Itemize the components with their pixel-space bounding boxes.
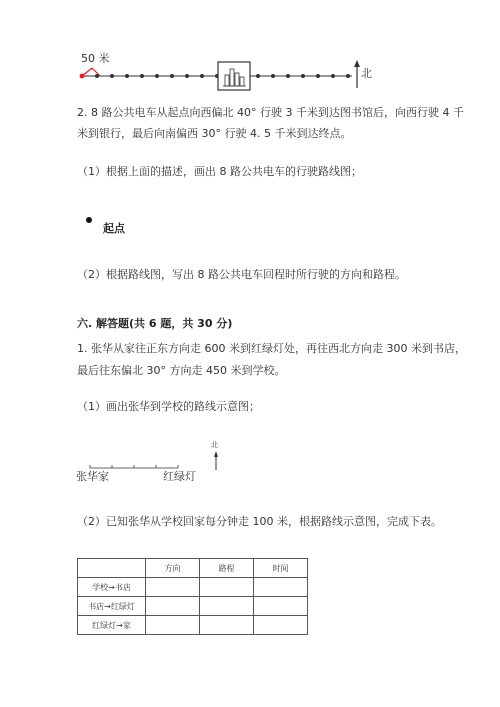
route-dot xyxy=(346,74,350,78)
route-dot xyxy=(95,74,99,78)
table-cell[interactable] xyxy=(146,578,200,597)
home-label: 张华家 xyxy=(76,470,109,483)
route-dot xyxy=(125,74,129,78)
table-row xyxy=(78,578,308,597)
route-dot xyxy=(140,74,144,78)
route-dot xyxy=(110,74,114,78)
route-dot xyxy=(185,74,189,78)
route-dot xyxy=(316,74,320,78)
table-header-row xyxy=(78,559,308,578)
q2-sub1: （1）根据上面的描述，画出 8 路公共电车的行驶路线图； xyxy=(77,165,362,178)
table-cell[interactable] xyxy=(146,597,200,616)
table-row xyxy=(78,616,308,635)
table-header: 路程 xyxy=(200,559,254,578)
q2-text-line1: 2. 8 路公共电车从起点向西偏北 40° 行驶 3 千米到达图书馆后，向西行驶 4 千 xyxy=(77,106,464,119)
table-cell[interactable] xyxy=(200,616,254,635)
route-dot xyxy=(80,74,85,79)
row-label: 学校→书店 xyxy=(78,578,146,597)
route-dot xyxy=(200,74,204,78)
route-dot xyxy=(286,74,290,78)
route-dot xyxy=(170,74,174,78)
table-cell[interactable] xyxy=(200,578,254,597)
q2-text-line2: 米到银行，最后向南偏西 30° 行驶 4. 5 千米到达终点。 xyxy=(77,127,352,140)
table-cell[interactable] xyxy=(254,597,308,616)
answer-table xyxy=(77,558,308,635)
table-cell xyxy=(78,559,146,578)
route-dot xyxy=(331,74,335,78)
table-header: 时间 xyxy=(254,559,308,578)
start-point-dot xyxy=(86,217,92,223)
north-arrow-head xyxy=(214,451,218,457)
start-label: 起点 xyxy=(103,222,125,235)
route-scale-diagram xyxy=(70,55,370,95)
q1-text-line2: 最后往东偏北 30° 方向走 450 米到学校。 xyxy=(77,364,286,377)
table-row xyxy=(78,597,308,616)
q1-text-line1: 1. 张华从家往正东方向走 600 米到红绿灯处，再往西北方向走 300 米到书店， xyxy=(77,342,466,355)
table-cell[interactable] xyxy=(254,578,308,597)
table-cell[interactable] xyxy=(254,616,308,635)
q1-sub1: （1）画出张华到学校的路线示意图； xyxy=(77,400,260,413)
q2-sub2: （2）根据路线图，写出 8 路公共电车回程时所行驶的方向和路程。 xyxy=(77,268,406,281)
north-label-small: 北 xyxy=(211,441,218,449)
table-cell[interactable] xyxy=(200,597,254,616)
row-label: 书店→红绿灯 xyxy=(78,597,146,616)
route-dot xyxy=(301,74,305,78)
traffic-light-label: 红绿灯 xyxy=(163,470,196,483)
scale-label: 50 米 xyxy=(81,52,110,65)
route-dot xyxy=(256,74,260,78)
route-dot xyxy=(271,74,275,78)
row-label: 红绿灯→家 xyxy=(78,616,146,635)
table-header: 方向 xyxy=(146,559,200,578)
table-cell[interactable] xyxy=(146,616,200,635)
north-arrow-head xyxy=(354,60,360,67)
q1-sub2: （2）已知张华从学校回家每分钟走 100 米，根据路线示意图，完成下表。 xyxy=(77,515,442,528)
route-dot xyxy=(155,74,159,78)
north-label: 北 xyxy=(361,67,372,80)
section-heading: 六. 解答题(共 6 题，共 30 分) xyxy=(77,317,233,330)
